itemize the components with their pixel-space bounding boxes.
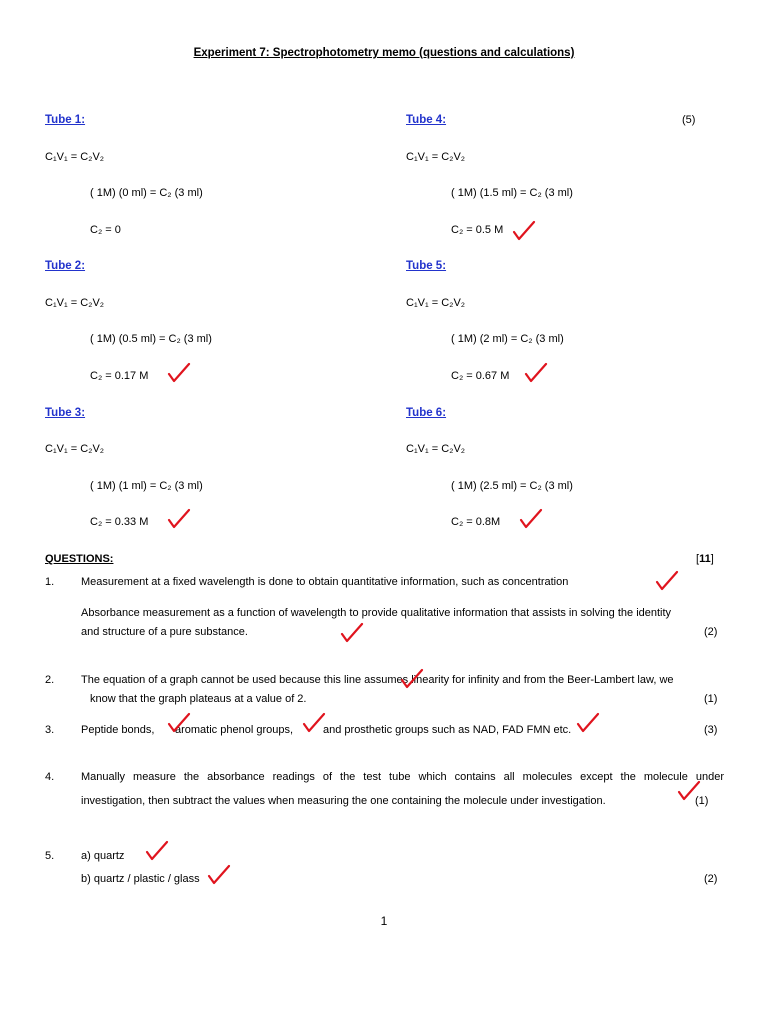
tube-6-result: C₂ = 0.8M — [451, 516, 501, 528]
total-bracket-close: ] — [710, 553, 714, 565]
page-number: 1 — [380, 914, 388, 928]
q4-line2: investigation, then subtract the values when measuring the one containing the molecule under investigation. — [81, 795, 606, 807]
q5-a: a) quartz — [81, 850, 125, 862]
tube-3-substitution: ( 1M) (1 ml) = C₂ (3 ml) — [90, 480, 203, 492]
q3-part2: aromatic phenol groups, — [175, 724, 294, 736]
q1-marks: (2) — [704, 626, 718, 638]
tube-5-label: Tube 5: — [406, 260, 447, 272]
q1-line3: and structure of a pure substance. — [81, 626, 248, 638]
q1-line2: Absorbance measurement as a function of wavelength to provide qualitative information that assists in solving the identity — [81, 607, 672, 619]
q2-line1: The equation of a graph cannot be used because this line assumes linearity for infinity and from the Beer-Lambert law, we — [81, 674, 674, 686]
q5-marks: (2) — [704, 873, 718, 885]
questions-heading: QUESTIONS: — [45, 553, 114, 565]
q2-marks: (1) — [704, 693, 718, 705]
tube-6-substitution: ( 1M) (2.5 ml) = C₂ (3 ml) — [451, 480, 573, 492]
checkmark-icon — [677, 780, 701, 802]
tube-6-formula: C₁V₁ = C₂V₂ — [406, 443, 466, 455]
tube-2-substitution: ( 1M) (0.5 ml) = C₂ (3 ml) — [90, 333, 212, 345]
checkmark-icon — [576, 712, 600, 734]
tube-1-label: Tube 1: — [45, 114, 86, 126]
tube-4-result: C₂ = 0.5 M — [451, 224, 504, 236]
checkmark-icon — [302, 712, 326, 734]
q5-number: 5. — [45, 850, 55, 862]
checkmark-icon — [167, 508, 191, 530]
checkmark-icon — [145, 840, 169, 862]
total-value: 11 — [699, 553, 711, 565]
q4-marks: (1) — [695, 795, 709, 807]
q2-line2: know that the graph plateaus at a value of 2. — [90, 693, 307, 705]
tube-3-result: C₂ = 0.33 M — [90, 516, 149, 528]
tube-1-substitution: ( 1M) (0 ml) = C₂ (3 ml) — [90, 187, 203, 199]
tube-3-label: Tube 3: — [45, 407, 86, 419]
tube-6-label: Tube 6: — [406, 407, 447, 419]
q1-number: 1. — [45, 576, 55, 588]
checkmark-icon — [207, 864, 231, 886]
q5-b: b) quartz / plastic / glass — [81, 873, 200, 885]
q3-part1: Peptide bonds, — [81, 724, 155, 736]
q3-number: 3. — [45, 724, 55, 736]
checkmark-icon — [167, 712, 191, 734]
tube-4-label: Tube 4: — [406, 114, 447, 126]
q2-number: 2. — [45, 674, 55, 686]
tube-2-label: Tube 2: — [45, 260, 86, 272]
total-bracket-open: [ — [696, 553, 700, 565]
checkmark-icon — [167, 362, 191, 384]
tube-5-formula: C₁V₁ = C₂V₂ — [406, 297, 466, 309]
tube-5-result: C₂ = 0.67 M — [451, 370, 510, 382]
tube-2-formula: C₁V₁ = C₂V₂ — [45, 297, 105, 309]
tube-4-substitution: ( 1M) (1.5 ml) = C₂ (3 ml) — [451, 187, 573, 199]
tube-1-result: C₂ = 0 — [90, 224, 121, 236]
q1-line1: Measurement at a fixed wavelength is done to obtain quantitative information, such as concentration — [81, 576, 569, 588]
checkmark-icon — [519, 508, 543, 530]
page-title: Experiment 7: Spectrophotometry memo (questions and calculations) — [193, 47, 575, 59]
tube-1-formula: C₁V₁ = C₂V₂ — [45, 151, 105, 163]
questions-total — [696, 553, 714, 565]
q4-number: 4. — [45, 771, 55, 783]
tube-3-formula: C₁V₁ = C₂V₂ — [45, 443, 105, 455]
tube-2-result: C₂ = 0.17 M — [90, 370, 149, 382]
checkmark-icon — [524, 362, 548, 384]
tube-4-formula: C₁V₁ = C₂V₂ — [406, 151, 466, 163]
tube-5-substitution: ( 1M) (2 ml) = C₂ (3 ml) — [451, 333, 564, 345]
checkmark-icon — [512, 220, 536, 242]
q4-line1: Manually measure the absorbance readings of the test tube which contains all molecules except the molecule under — [81, 771, 724, 783]
checkmark-icon — [400, 668, 424, 690]
q3-part3: and prosthetic groups such as NAD, FAD FMN etc. — [323, 724, 572, 736]
checkmark-icon — [340, 622, 364, 644]
q3-marks: (3) — [704, 724, 718, 736]
tube-marks: (5) — [682, 114, 696, 126]
checkmark-icon — [655, 570, 679, 592]
